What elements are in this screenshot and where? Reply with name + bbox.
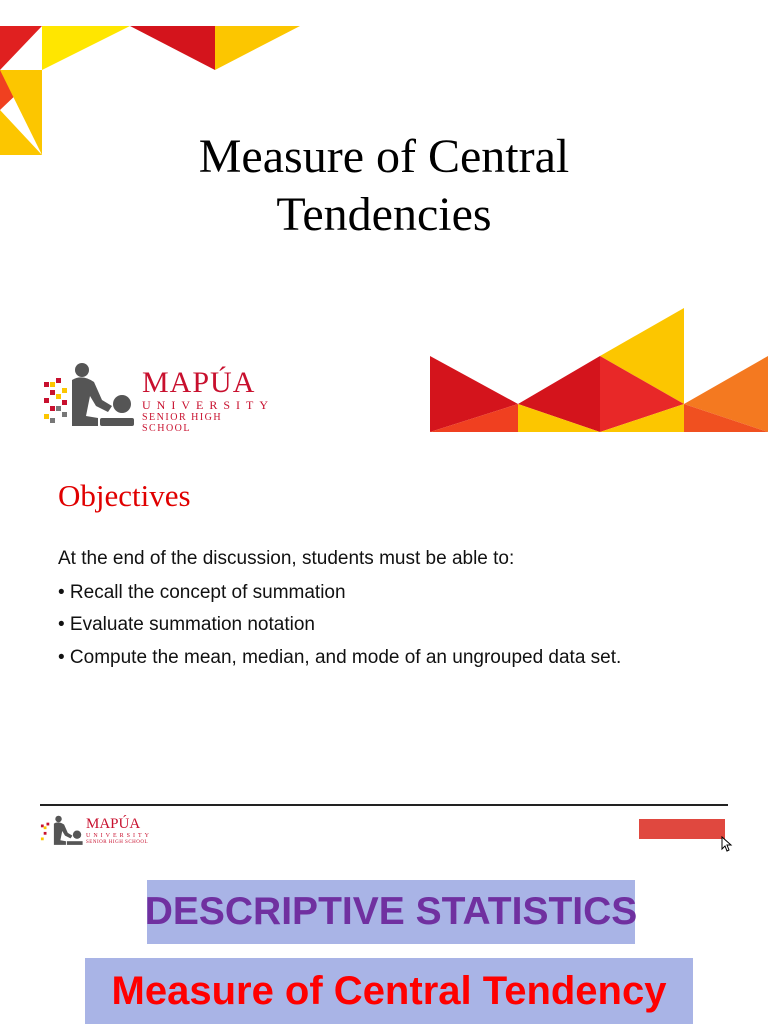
logo-name: MAPÚA: [142, 366, 256, 399]
objective-item: • Recall the concept of summation: [58, 582, 346, 603]
mapua-logo: [42, 360, 272, 432]
measure-central-tendency-banner: [85, 958, 693, 1024]
mapua-emblem-icon: [42, 360, 137, 432]
measure-central-tendency-text: Measure of Central Tendency: [111, 968, 667, 1013]
descriptive-statistics-text: DESCRIPTIVE STATISTICS: [144, 890, 638, 933]
logo-line3-small: SENIOR HIGH SCHOOL: [86, 840, 149, 845]
logo-line3: SENIOR HIGH SCHOOL: [142, 412, 223, 434]
objective-item: • Compute the mean, median, and mode of an ungrouped data set.: [58, 647, 622, 668]
objective-item: • Evaluate summation notation: [58, 614, 315, 635]
descriptive-statistics-banner: [144, 880, 638, 944]
logo-line2: UNIVERSITY: [142, 398, 274, 412]
divider: [40, 804, 728, 806]
mouse-cursor-icon: [721, 836, 733, 852]
mapua-logo-small: [40, 814, 150, 848]
mapua-emblem-icon: [40, 814, 84, 848]
slide-title: [0, 128, 768, 244]
logo-line2-small: UNIVERSITY: [86, 833, 152, 839]
slide-title-line2: Tendencies: [276, 188, 492, 241]
objectives-intro: At the end of the discussion, students must be able to:: [58, 548, 515, 569]
right-decoration: [430, 308, 768, 434]
red-bar: [639, 819, 725, 839]
logo-name-small: MAPÚA: [86, 816, 141, 832]
slide-title-line1: Measure of Central: [198, 130, 570, 183]
objectives-heading: Objectives: [58, 478, 191, 513]
